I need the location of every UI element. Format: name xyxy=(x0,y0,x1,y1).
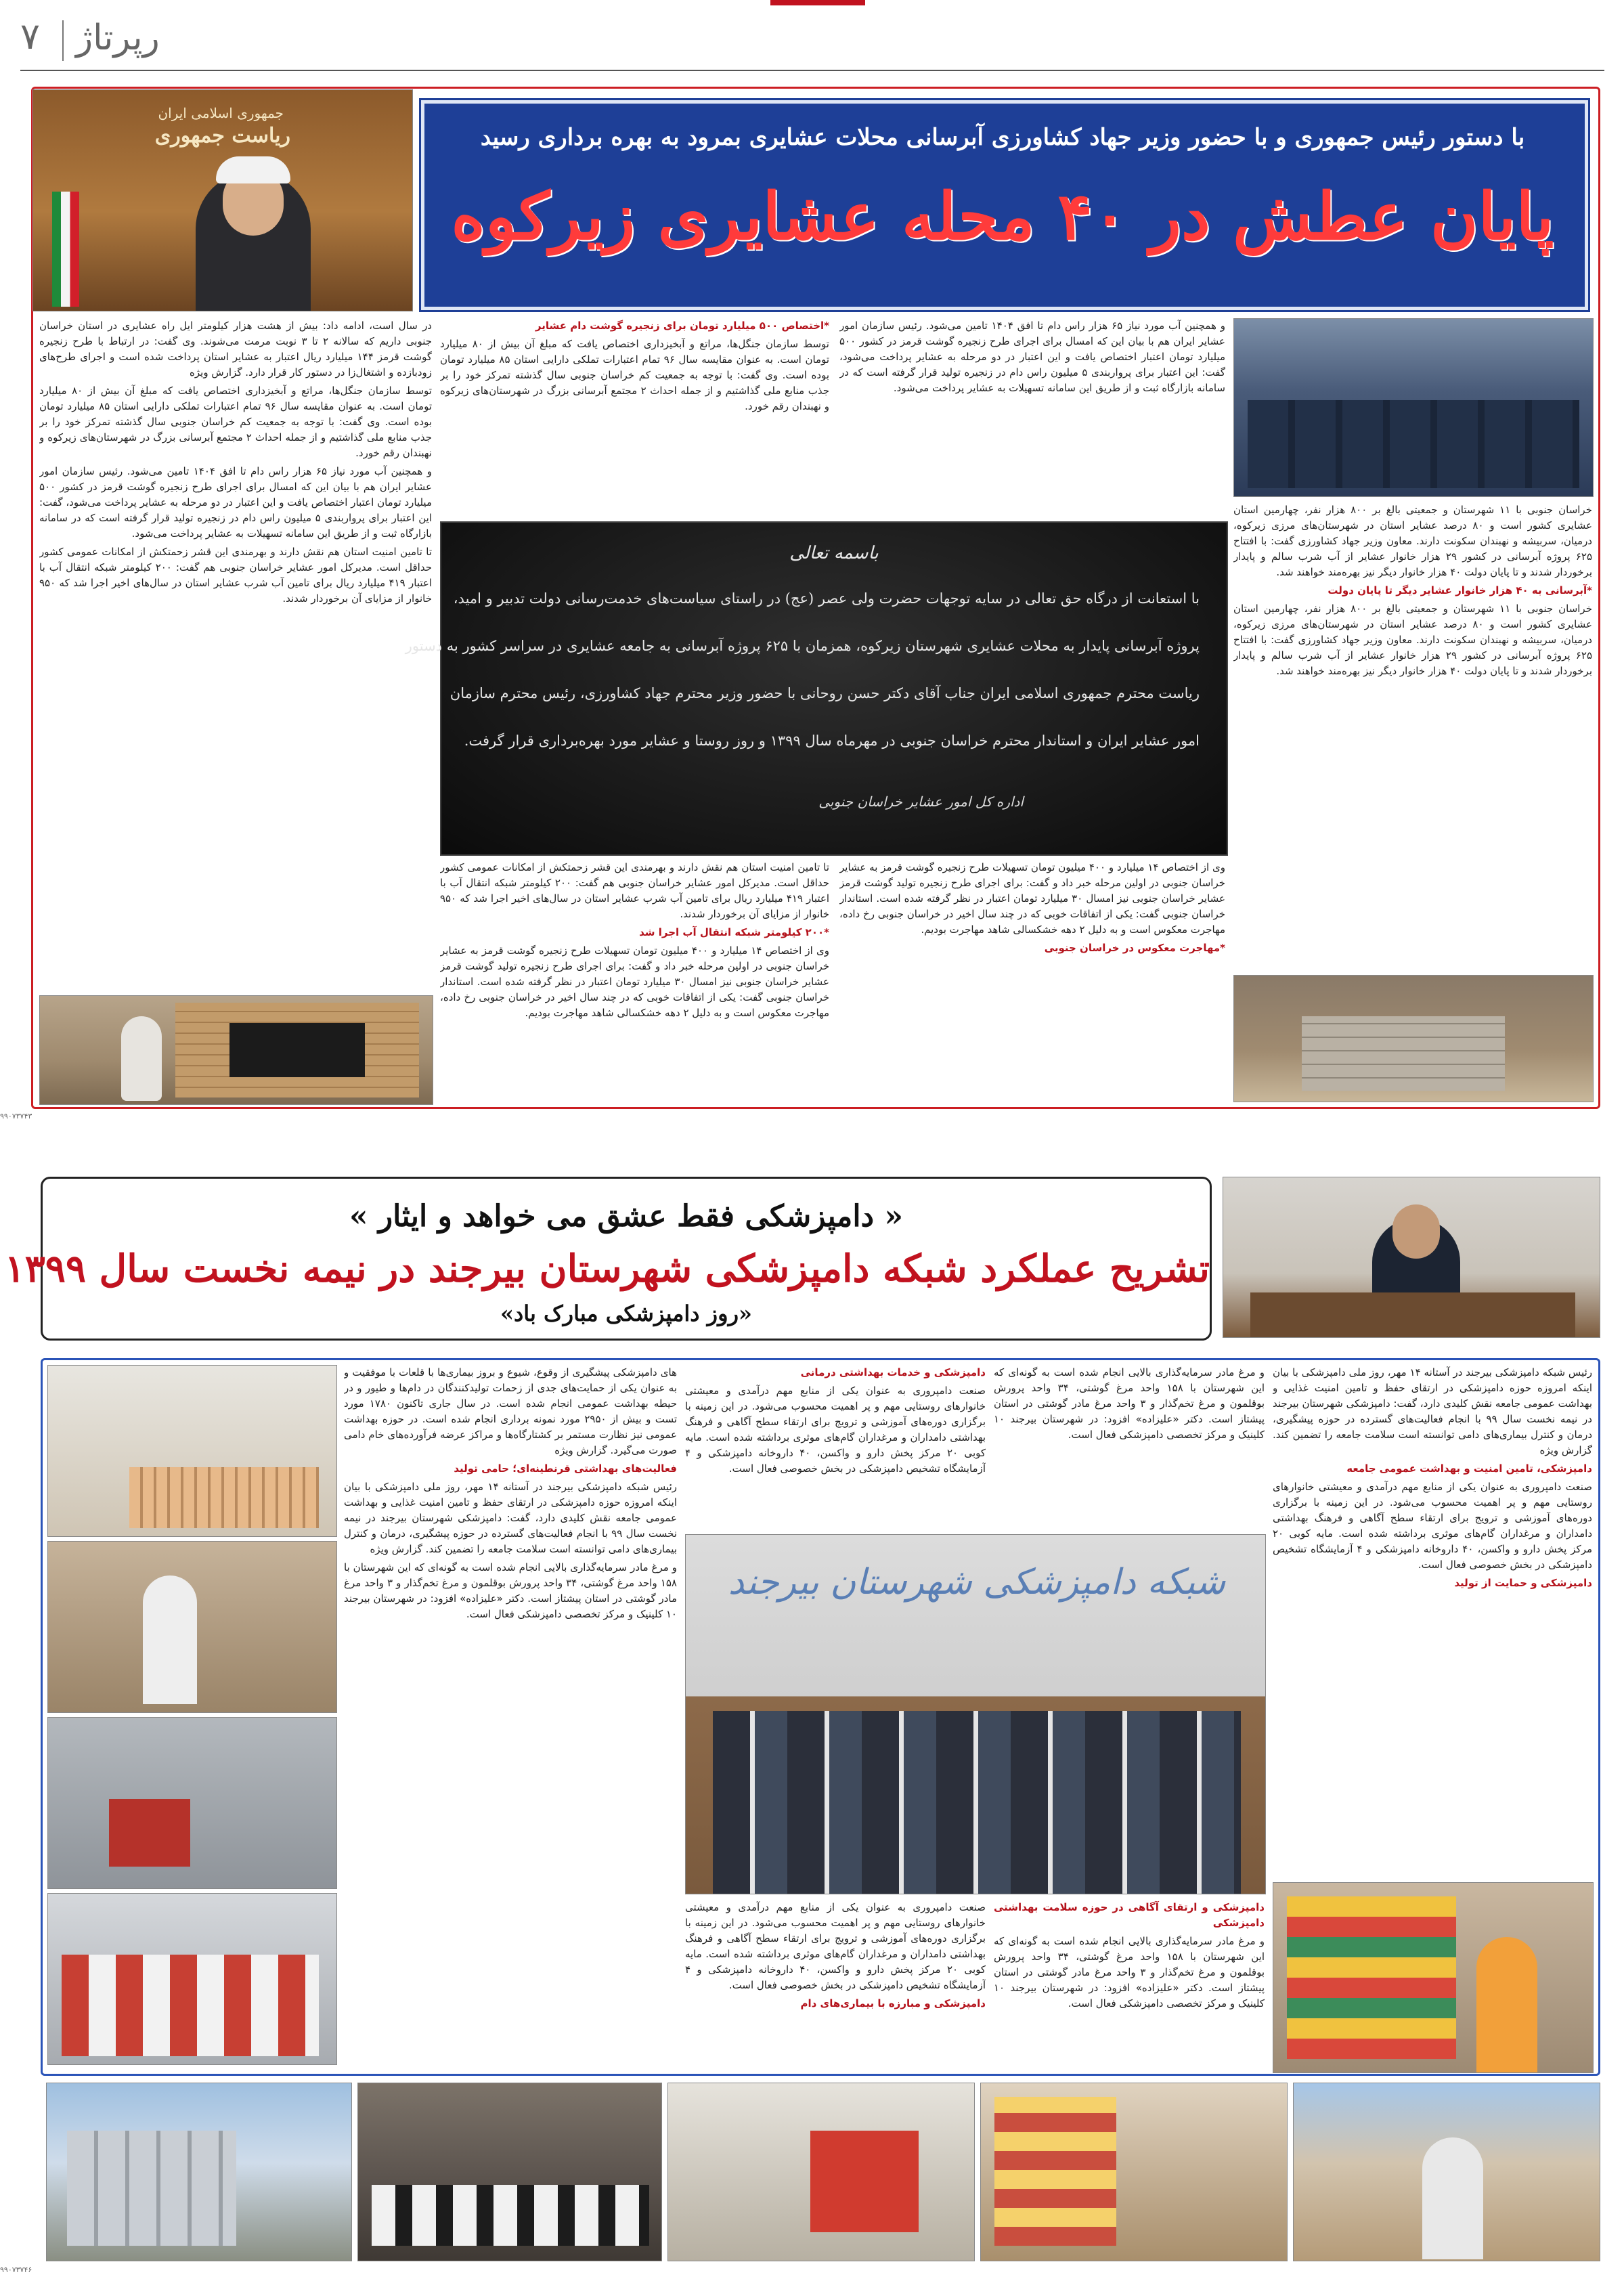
a2-col-5-text-3: و مرغ مادر سرمایه‌گذاری بالایی انجام شده است به گونه‌ای که این شهرستان با ۱۵۸ واحد مرغ گوشتی، ۳۴ واحد پرورش بوقلمون و مرغ تخم‌گذار و ۳ واحد مرغ مادر گوشتی در استان پیشتاز است. دکتر «علیزاده» افزود: در شهرستان بیرجند ۱۰ کلینیک و مرکز تخصصی دامپزشکی فعال است. xyxy=(344,1561,677,1620)
store-inspection-photo xyxy=(1273,1882,1594,2073)
plaque-line-3: ریاست محترم جمهوری اسلامی ایران جناب آقای دکتر حسن روحانی با حضور وزیر محترم جهاد کشاورزی، رئیس محترم سازمان xyxy=(449,685,1200,701)
article-2-col-2 xyxy=(994,1365,1265,1534)
shop-shelves xyxy=(994,2097,1116,2246)
col-f-text-2: وی از اختصاص ۱۴ میلیارد و ۴۰۰ میلیون تومان تسهیلات طرح زنجیره گوشت قرمز به عشایر خراسان جنوبی در اولین مرحله خبر داد و گفت: برای اجرای طرح زنجیره تولید گوشت قرمز عشایر خراسان جنوبی نیز امسال ۳۰ میلیارد تومان اعتبار در نظر گرفته شده است. استاندار خراسان جنوبی گفت: یکی از اتفاقات خوبی که در چند سال اخیر در خراسان جنوبی رخ داده، مهاجرت معکوس است و به دلیل ۲ دهه خشکسالی شاهد مهاجرت بودیم. xyxy=(440,944,829,1019)
col-d-text-2: خراسان جنوبی با ۱۱ شهرستان و جمعیتی بالغ بر ۸۰۰ هزار نفر، چهارمین استان عشایری کشور است و ۸۰ درصد عشایر استان در شهرستان‌های مرزی زیرکوه، درمیان، سربیشه و نهبندان سکونت دارند. معاون وزیر جهاد کشاورزی گفت: با افتتاح ۶۲۵ پروژه آبرسانی در کشور ۲۹ هزار خانوار عشایر از آب شرب سالم و پایدار برخوردار شدند و تا پایان دولت ۴۰ هزار خانوار دیگر نیز بهره‌مند خواهند شد. xyxy=(1233,603,1592,677)
workers-row xyxy=(62,1955,319,2056)
article-1-col-c xyxy=(39,318,432,995)
subhead-health-services: دامپزشکی و خدمات بهداشتی درمانی xyxy=(800,1366,986,1378)
poultry-lab-photo xyxy=(47,1365,337,1537)
a2-col-4b-text: صنعت دامپروری به عنوان یکی از منابع مهم درآمدی و معیشتی خانوارهای روستایی مهم و پر اهمیت محسوب می‌شود. در این زمینه با برگزاری دوره‌های آموزشی و ترویج برای ارتقاء سطح آگاهی و فرهنگ بهداشتی دامداران و مرغداران گام‌های موثری برداشته شده است. مایه کوبی ۲۰ مرکز پخش دارو و واکسن، ۴۰ داروخانه دامپزشکی و ۴ آزمایشگاه تشخیص دامپزشکی در بخش خصوصی فعال است. xyxy=(685,1901,986,1991)
presidency-label-1: جمهوری اسلامی ایران xyxy=(158,105,284,121)
subhead-200km: *۲۰۰ کیلومتر شبکه انتقال آب اجرا شد xyxy=(639,926,829,938)
article-1-col-d xyxy=(1233,502,1592,970)
president-turban xyxy=(216,156,290,183)
page-header xyxy=(0,0,1624,74)
water-tap-photo xyxy=(1233,975,1594,1102)
a2-col-1-text: رئیس شبکه دامپزشکی بیرجند در آستانه ۱۴ مهر، روز ملی دامپزشکی با بیان اینکه امروزه حوزه دامپزشکی در ارتقای حفظ و تامین امنیت غذایی و بهداشت عمومی جامعه نقش کلیدی دارد، گفت: دامپزشکی شهرستان بیرجند در نیمه نخست سال ۹۹ با انجام فعالیت‌های گسترده در حوزه پیشگیری، درمان و کنترل بیماری‌های دامی توانسته است سلامت جامعه را تضمین کند. گزارش ویژه xyxy=(1273,1366,1592,1456)
subhead-water-40k: *آبرسانی به ۴۰ هزار خانوار عشایر دیگر تا پایان دولت xyxy=(1327,584,1592,596)
article-2-col-4a xyxy=(994,1900,1265,2069)
article-1-kicker: با دستور رئیس جمهوری و با حضور وزیر جهاد کشاورزی آبرسانی محلات عشایری بمرود به بهره برداری رسید xyxy=(480,124,1525,151)
cattle-row xyxy=(372,2185,649,2246)
article-2-title-box xyxy=(4,1177,1212,1341)
header-rule xyxy=(20,70,1604,71)
article-2-tagline: «روز دامپزشکی مبارک باد» xyxy=(500,1301,753,1326)
field-vaccination-photo xyxy=(47,1541,337,1713)
director-face xyxy=(1392,1204,1440,1259)
cattle-farm-photo xyxy=(357,2083,662,2261)
col-b-text: توسط سازمان جنگل‌ها، مراتع و آبخیزداری اختصاص یافت که مبلغ آن بیش از ۸۰ میلیارد تومان است. به عنوان مقایسه سال ۹۶ تمام اعتبارات تملکی دارایی استان ۸۵ میلیارد تومان بوده است. وی گفت: با توجه به جمعیت کم خراسان جنوبی سال گذشته تمرکز خود را بر جذب منابع ملی گذاشتیم و از جمله احداث ۲ مجتمع آبرسانی بزرگ در شهرستان‌های زیرکوه و نهبندان رقم خورد. xyxy=(440,338,829,412)
a2-col-5-text: های دامپزشکی پیشگیری از وقوع، شیوع و بروز بیماری‌ها با قلعات با موفقیت و به عنوان یکی از حمایت‌های جدی از زحمات تولیدکنندگان در دام‌ها و طیور و در حیطه بهداشت عمومی انجام شده است. در سال جاری تاکنون ۱۷۸۰ مورد تست و بیش از ۲۹۵۰ مورد نمونه برداری انجام شده است. در حوزه بهداشت عمومی نیز نظارت مستمر بر کشتارگاه‌ها و مراکز عرضه فرآورده‌های خام دامی صورت می‌گیرد. گزارش ویژه xyxy=(344,1366,677,1456)
presidency-label-2: ریاست جمهوری xyxy=(154,124,290,148)
subhead-reverse-migration: *مهاجرت معکوس در خراسان جنوبی xyxy=(1044,942,1225,954)
section-title: رپرتاژ xyxy=(76,18,160,58)
article-2-headline: تشریح عملکرد شبکه دامپزشکی شهرستان بیرجند در نیمه نخست سال ۱۳۹۹ xyxy=(4,1246,1210,1291)
article-1-col-f xyxy=(440,860,829,1104)
president-photo xyxy=(32,89,413,311)
plaque-line-2: پروژه آبرسانی پایدار به محلات عشایری شهرستان زیرکوه، همزمان با ۶۲۵ پروژه آبرسانی به جامعه عشایری در سراسر کشور به دستور xyxy=(405,638,1200,654)
shop-inspection-photo xyxy=(980,2083,1288,2261)
subhead-production: دامپزشکی و حمایت از تولید xyxy=(1454,1577,1592,1589)
director-photo xyxy=(1223,1177,1600,1338)
plaque-title: باسمه تعالی xyxy=(789,543,879,563)
col-e-text: وی از اختصاص ۱۴ میلیارد و ۴۰۰ میلیون تومان تسهیلات طرح زنجیره گوشت قرمز به عشایر خراسان جنوبی در اولین مرحله خبر داد و گفت: برای اجرای طرح زنجیره تولید گوشت قرمز عشایر خراسان جنوبی نیز امسال ۳۰ میلیارد تومان اعتبار در نظر گرفته شده است. استاندار خراسان جنوبی گفت: یکی از اتفاقات خوبی که در چند سال اخیر در خراسان جنوبی رخ داده، مهاجرت معکوس است و به دلیل ۲ دهه خشکسالی شاهد مهاجرت بودیم. xyxy=(839,861,1225,936)
subhead-awareness: دامپزشکی و ارتقای آگاهی در حوزه سلامت بهداشتی دامپزشکی xyxy=(994,1901,1265,1929)
article-1-headline: پایان عطش در ۴۰ محله عشایری زیرکوه xyxy=(451,178,1554,255)
col-c-text-4: تا تامین امنیت استان هم نقش دارند و بهرمندی این قشر زحمتکش از امکانات عمومی کشور حداقل است. مدیرکل امور عشایر خراسان جنوبی هم گفت: ۲۰۰ کیلومتر شبکه انتقال آب با اعتبار ۴۱۹ میلیارد ریال برای تامین آب شرب عشایر استان در سال‌های اخیر اجرا شد که ۹۵۰ خانوار از مزایای آن برخوردار شدند. xyxy=(39,546,432,605)
header-divider xyxy=(62,20,64,61)
col-a-text: و همچنین آب مورد نیاز ۶۵ هزار راس دام تا افق ۱۴۰۴ تامین می‌شود. رئیس سازمان امور عشایر ایران هم با بیان این که امسال برای اجرای طرح زنجیره گوشت قرمز در کشور ۵۰۰ میلیارد تومان اعتبار اختصاص یافت و این اعتبار در دو مرحله به عشایر پرداخت می‌شود، گفت: این اعتبار برای پرواربندی ۵ میلیون راس دام در زنجیره تولید قرار گرفته است که در سامانه بازارگاه ثبت و از طریق این سامانه تسهیلات به عشایر پرداخت می‌شود. xyxy=(839,320,1225,394)
article-1-col-e xyxy=(839,860,1225,1104)
article-1-banner xyxy=(421,100,1588,310)
silo-shapes xyxy=(67,2131,236,2246)
egg-trays xyxy=(129,1467,319,1528)
slaughterhouse-photo xyxy=(47,1717,337,1889)
subhead-quarantine: فعالیت‌های بهداشتی قرنطینه‌ای؛ حامی تولید xyxy=(454,1462,677,1475)
col-c-text-3: و همچنین آب مورد نیاز ۶۵ هزار راس دام تا افق ۱۴۰۴ تامین می‌شود. رئیس سازمان امور عشایر ایران هم با بیان این که امسال برای اجرای طرح زنجیره گوشت قرمز در کشور ۵۰۰ میلیارد تومان اعتبار اختصاص یافت و این اعتبار در دو مرحله به عشایر پرداخت می‌شود، گفت: این اعتبار برای پرواربندی ۵ میلیون راس دام در زنجیره تولید قرار گرفته است که در سامانه بازارگاه ثبت و از طریق این سامانه تسهیلات به عشایر پرداخت می‌شود. xyxy=(39,465,432,540)
plaque-line-1: با استعانت از درگاه حق تعالی در سایه توجهات حضرت ولی عصر (عج) در راستای سیاست‌های خدمت‌رسانی دولت تدبیر و امید، xyxy=(453,590,1200,607)
article-1-col-a xyxy=(839,318,1225,515)
network-sign: شبکه دامپزشکی شهرستان بیرجند xyxy=(728,1562,1226,1603)
subhead-public-health: دامپزشکی، تامین امنیت و بهداشت عمومی جامعه xyxy=(1346,1462,1592,1475)
article-2-col-3 xyxy=(685,1365,986,1534)
red-containers xyxy=(810,2131,919,2232)
article-2-col-4b xyxy=(685,1900,986,2069)
silo-industrial-photo xyxy=(46,2083,352,2261)
plaque-signature: اداره کل امور عشایر خراسان جنوبی xyxy=(818,793,1024,810)
a2-col-5-text-2: رئیس شبکه دامپزشکی بیرجند در آستانه ۱۴ مهر، روز ملی دامپزشکی با بیان اینکه امروزه حوزه دامپزشکی در ارتقای حفظ و تامین امنیت غذایی و بهداشت عمومی جامعه نقش کلیدی دارد، گفت: دامپزشکی شهرستان بیرجند در نیمه نخست سال ۹۹ با انجام فعالیت‌های گسترده در حوزه پیشگیری، درمان و کنترل بیماری‌های دامی توانسته است سلامت جامعه را تضمین کند. گزارش ویژه xyxy=(344,1481,677,1555)
a2-col-2-text: و مرغ مادر سرمایه‌گذاری بالایی انجام شده است به گونه‌ای که این شهرستان با ۱۵۸ واحد مرغ گوشتی، ۳۴ واحد پرورش بوقلمون و مرغ تخم‌گذار و ۳ واحد مرغ مادر گوشتی در استان پیشتاز است. دکتر «علیزاده» افزود: در شهرستان بیرجند ۱۰ کلینیک و مرکز تخصصی دامپزشکی فعال است. xyxy=(994,1366,1265,1441)
woman-figure xyxy=(121,1016,162,1101)
col-d-text: خراسان جنوبی با ۱۱ شهرستان و جمعیتی بالغ بر ۸۰۰ هزار نفر، چهارمین استان عشایری کشور است و ۸۰ درصد عشایر استان در شهرستان‌های مرزی زیرکوه، درمیان، سربیشه و نهبندان سکونت دارند. معاون وزیر جهاد کشاورزی گفت: با افتتاح ۶۲۵ پروژه آبرسانی در کشور ۲۹ هزار خانوار عشایر از آب شرب سالم و پایدار برخوردار شدند و تا پایان دولت ۴۰ هزار خانوار دیگر نیز بهره‌مند خواهند شد. xyxy=(1233,504,1592,578)
col-c-text: در سال است، ادامه داد: بیش از هشت هزار کیلومتر ایل راه عشایری در استان خراسان جنوبی داریم که سالانه ۲ تا ۳ نوبت مرمت می‌شوند. وی گفت: در ارتباط با طرح زنجیره گوشت قرمز ۱۴۴ میلیارد ریال اعتبار به عشایر استان پرداخت شده است و اجرای طرح‌های زودبازده و اشتغال‌زا در دستور کار قرار دارد. گزارش ویژه xyxy=(39,320,432,378)
staff-group-photo xyxy=(685,1534,1266,1894)
footer-code-2: ۹۹۰۷۳۷۴۶ xyxy=(0,2265,32,2274)
field-sampling-photo xyxy=(667,2083,975,2261)
sprayer-figure xyxy=(1422,2137,1483,2259)
footer-code-1: ۹۹۰۷۳۷۴۳ xyxy=(0,1112,32,1121)
small-plaque xyxy=(229,1023,365,1077)
article-1-col-b xyxy=(440,318,829,515)
nomad-woman-photo xyxy=(39,995,433,1105)
plaque-line-4: امور عشایر ایران و استاندار محترم خراسان جنوبی در مهرماه سال ۱۳۹۹ و روز روستا و عشایر مورد بهره‌برداری قرار گرفت. xyxy=(464,733,1200,749)
truck-shape xyxy=(109,1799,190,1867)
a2-col-3-text: صنعت دامپروری به عنوان یکی از منابع مهم درآمدی و معیشتی خانوارهای روستایی مهم و پر اهمیت محسوب می‌شود. در این زمینه با برگزاری دوره‌های آموزشی و ترویج برای ارتقاء سطح آگاهی و فرهنگ بهداشتی دامداران و مرغداران گام‌های موثری برداشته شده است. مایه کوبی ۲۰ مرکز پخش دارو و واکسن، ۴۰ داروخانه دامپزشکی و ۴ آزمایشگاه تشخیص دامپزشکی در بخش خصوصی فعال است. xyxy=(685,1385,986,1475)
store-shelves xyxy=(1287,1896,1456,2059)
inscription-plaque xyxy=(405,521,1228,856)
subhead-disease-fight: دامپزشکی و مبارزه با بیماری‌های دام xyxy=(800,1997,986,2009)
spraying-photo xyxy=(1293,2083,1600,2261)
inspector-figure xyxy=(1476,1937,1537,2072)
a2-col-1-text-2: صنعت دامپروری به عنوان یکی از منابع مهم درآمدی و معیشتی خانوارهای روستایی مهم و پر اهمیت محسوب می‌شود. در این زمینه با برگزاری دوره‌های آموزشی و ترویج برای ارتقاء سطح آگاهی و فرهنگ بهداشتی دامداران و مرغداران گام‌های موثری برداشته شده است. مایه کوبی ۲۰ مرکز پخش دارو و واکسن، ۴۰ داروخانه دامپزشکی و ۴ آزمایشگاه تشخیص دامپزشکی در بخش خصوصی فعال است. xyxy=(1273,1481,1592,1571)
staff-row xyxy=(713,1711,1241,1894)
a2-col-4a-text: و مرغ مادر سرمایه‌گذاری بالایی انجام شده است به گونه‌ای که این شهرستان با ۱۵۸ واحد مرغ گوشتی، ۳۴ واحد پرورش بوقلمون و مرغ تخم‌گذار و ۳ واحد مرغ مادر گوشتی در استان پیشتاز است. دکتر «علیزاده» افزود: در شهرستان بیرجند ۱۰ کلینیک و مرکز تخصصی دامپزشکی فعال است. xyxy=(994,1935,1265,2009)
meeting-photo xyxy=(1233,318,1594,497)
col-c-text-2: توسط سازمان جنگل‌ها، مراتع و آبخیزداری اختصاص یافت که مبلغ آن بیش از ۸۰ میلیارد تومان است. به عنوان مقایسه سال ۹۶ تمام اعتبارات تملکی دارایی استان ۸۵ میلیارد تومان بوده است. وی گفت: با توجه به جمعیت کم خراسان جنوبی سال گذشته تمرکز خود را بر جذب منابع ملی گذاشتیم و از جمله احداث ۲ مجتمع آبرسانی بزرگ در شهرستان‌های زیرکوه و نهبندان رقم خورد. xyxy=(39,385,432,459)
director-desk xyxy=(1250,1292,1575,1337)
meat-processing-photo xyxy=(47,1893,337,2065)
top-red-mark xyxy=(770,0,865,5)
article-2-col-5 xyxy=(344,1365,677,2069)
article-2-col-1 xyxy=(1273,1365,1592,1879)
subhead-500b: *اختصاص ۵۰۰ میلیارد تومان برای زنجیره گوشت دام عشایر xyxy=(535,320,829,332)
col-f-text: تا تامین امنیت استان هم نقش دارند و بهرمندی این قشر زحمتکش از امکانات عمومی کشور حداقل است. مدیرکل امور عشایر خراسان جنوبی هم گفت: ۲۰۰ کیلومتر شبکه انتقال آب با اعتبار ۴۱۹ میلیارد ریال برای تامین آب شرب عشایر استان در سال‌های اخیر اجرا شد که ۹۵۰ خانوار از مزایای آن برخوردار شدند. xyxy=(440,861,829,920)
flag-graphic xyxy=(52,192,79,307)
stone-wall xyxy=(1302,1016,1505,1091)
worker-figure xyxy=(143,1575,197,1704)
page-number: ۷ xyxy=(20,15,41,58)
article-2-quote: « دامپزشکی فقط عشق می خواهد و ایثار » xyxy=(349,1199,903,1234)
audience-row xyxy=(1248,400,1579,488)
